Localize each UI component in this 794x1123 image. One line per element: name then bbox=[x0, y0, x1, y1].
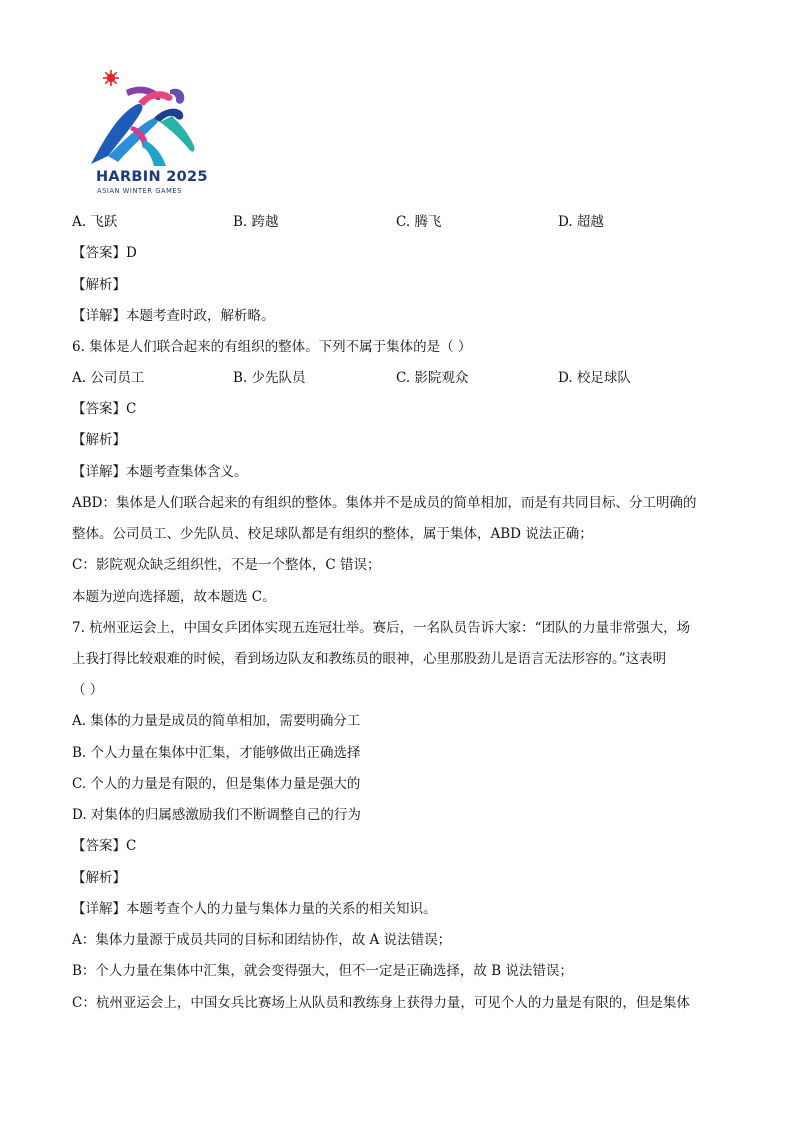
q7-explanation-line: A：集体力量源于成员共同的目标和团结协作，故 A 说法错误； bbox=[72, 932, 452, 948]
q7-stem-line: 7. 杭州亚运会上，中国女乒团体实现五连冠壮举。赛后，一名队员告诉大家：“团队的力量非常强大，场 bbox=[72, 620, 691, 636]
q6-explanation-line: 整体。公司员工、少先队员、校足球队都是有组织的整体，属于集体，ABD 说法正确； bbox=[72, 526, 593, 542]
q5-detail: 【详解】本题考查时政，解析略。 bbox=[72, 308, 275, 324]
q5-option-a: A. 飞跃 bbox=[72, 214, 118, 230]
q7-option-d: D. 对集体的归属感激励我们不断调整自己的行为 bbox=[72, 807, 361, 823]
q5-option-b: B. 跨越 bbox=[233, 214, 279, 230]
q5-option-d: D. 超越 bbox=[558, 214, 604, 230]
q6-option-c: C. 影院观众 bbox=[396, 370, 469, 386]
q6-explanation-line: 本题为逆向选择题，故本题选 C。 bbox=[72, 589, 276, 605]
q6-answer: 【答案】C bbox=[72, 401, 137, 417]
logo-subtitle: ASIAN WINTER GAMES bbox=[97, 187, 182, 195]
q6-option-d: D. 校足球队 bbox=[558, 370, 631, 386]
q7-answer: 【答案】C bbox=[72, 838, 137, 854]
asian-winter-games-emblem-icon bbox=[88, 66, 208, 170]
q6-analysis-heading: 【解析】 bbox=[72, 432, 126, 448]
q7-detail: 【详解】本题考查个人的力量与集体力量的关系的相关知识。 bbox=[72, 901, 437, 917]
q6-detail: 【详解】本题考查集体含义。 bbox=[72, 464, 248, 480]
q6-explanation-line: ABD：集体是人们联合起来的有组织的整体。集体并不是成员的简单相加，而是有共同目标、分工明确的 bbox=[72, 495, 697, 511]
logo-title: HARBIN 2025 bbox=[96, 169, 208, 185]
q7-option-a: A. 集体的力量是成员的简单相加，需要明确分工 bbox=[72, 713, 361, 729]
harbin-2025-logo bbox=[88, 66, 208, 198]
q6-option-a: A. 公司员工 bbox=[72, 370, 145, 386]
q6-stem: 6. 集体是人们联合起来的有组织的整体。下列不属于集体的是（ ） bbox=[72, 339, 472, 355]
q5-answer: 【答案】D bbox=[72, 245, 137, 261]
q7-explanation-line: B：个人力量在集体中汇集，就会变得强大，但不一定是正确选择，故 B 说法错误； bbox=[72, 963, 573, 979]
q7-option-b: B. 个人力量在集体中汇集，才能够做出正确选择 bbox=[72, 745, 361, 761]
q6-explanation-line: C：影院观众缺乏组织性，不是一个整体，C 错误； bbox=[72, 557, 381, 573]
q7-analysis-heading: 【解析】 bbox=[72, 870, 126, 886]
q5-option-c: C. 腾飞 bbox=[396, 214, 442, 230]
q5-analysis-heading: 【解析】 bbox=[72, 277, 126, 293]
q7-stem-line: （ ） bbox=[72, 682, 104, 698]
q6-option-b: B. 少先队员 bbox=[233, 370, 306, 386]
q7-explanation-line: C：杭州亚运会上，中国女兵比赛场上从队员和教练身上获得力量，可见个人的力量是有限的，但是集体 bbox=[72, 995, 690, 1011]
q7-stem-line: 上我打得比较艰难的时候，看到场边队友和教练员的眼神，心里那股劲儿是语言无法形容的。”这表明 bbox=[72, 651, 667, 667]
q7-option-c: C. 个人的力量是有限的，但是集体力量是强大的 bbox=[72, 776, 361, 792]
